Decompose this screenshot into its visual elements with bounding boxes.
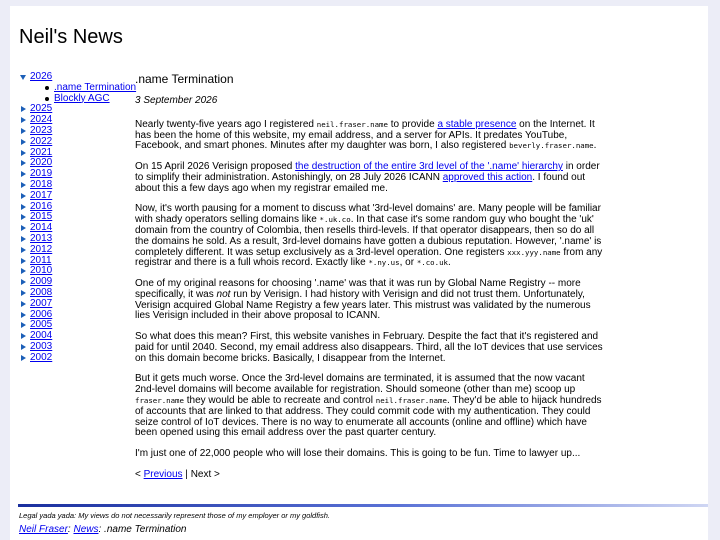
paragraph <box>135 162 605 194</box>
domain-code: *.co.uk <box>416 258 448 268</box>
year-link[interactable]: 2012 <box>30 243 53 255</box>
domain-code: beverly.fraser.name <box>509 141 594 151</box>
year-link[interactable]: 2024 <box>30 114 53 126</box>
collapsed-triangle-icon[interactable] <box>21 160 26 166</box>
year-link[interactable]: 2021 <box>30 146 53 158</box>
domain-code: *.uk.co <box>319 215 351 225</box>
year-link[interactable]: 2013 <box>30 232 53 244</box>
text: run by Verisign. I had history with Verisign and did not trust them. Unfortunately, Verisign acquired Global Name Registry a few years later. This mistrust was validated by the numerous lies Verisign included in their above proposal to ICANN. <box>135 288 591 322</box>
collapsed-triangle-icon[interactable] <box>21 150 26 156</box>
collapsed-triangle-icon[interactable] <box>21 268 26 274</box>
next-label: Next > <box>190 468 220 480</box>
year-link[interactable]: 2008 <box>30 286 53 298</box>
previous-link[interactable]: Previous <box>143 468 183 480</box>
paragraph <box>135 374 605 439</box>
year-link[interactable]: 2002 <box>30 351 53 363</box>
text: on the Internet. It has been the home of this website, my email address, and a server for APIs. It predates YouTube, Facebook, and smart phones. Minutes after my daughter was born, I also registered <box>135 118 595 152</box>
breadcrumb <box>19 524 187 536</box>
collapsed-triangle-icon[interactable] <box>21 344 26 350</box>
bullet-icon <box>45 86 49 90</box>
stable-presence-link[interactable]: a stable presence <box>437 118 517 130</box>
legal-disclaimer: Legal yada yada: My views do not necessarily represent those of my employer or my goldfish. <box>19 511 330 520</box>
nav-open-bracket: < <box>135 468 144 480</box>
collapsed-triangle-icon[interactable] <box>21 236 26 242</box>
year-link[interactable]: 2004 <box>30 330 53 342</box>
collapsed-triangle-icon[interactable] <box>21 258 26 264</box>
paragraph <box>135 279 605 322</box>
archive-post-link[interactable]: Blockly AGC <box>54 92 110 104</box>
text: Now, it's worth pausing for a moment to discuss what '3rd-level domains' are. Many people will be familiar with shady operators selling domains like <box>135 203 601 226</box>
text: to provide <box>387 118 438 130</box>
collapsed-triangle-icon[interactable] <box>21 247 26 253</box>
year-link[interactable]: 2005 <box>30 319 53 331</box>
paragraph <box>135 204 605 269</box>
year-link[interactable]: 2014 <box>30 222 53 234</box>
collapsed-triangle-icon[interactable] <box>21 106 26 112</box>
verisign-proposal-link[interactable]: the destruction of the entire 3rd level of the '.name' hierarchy <box>295 161 563 173</box>
year-link[interactable]: 2018 <box>30 178 53 190</box>
year-link[interactable]: 2019 <box>30 168 53 180</box>
collapsed-triangle-icon[interactable] <box>21 279 26 285</box>
year-link[interactable]: 2007 <box>30 297 53 309</box>
text: One of my original reasons for choosing '.name' was that it was run by Global Name Registry -- more specifically, it was <box>135 278 581 300</box>
text: , or <box>399 257 417 269</box>
archive-year-list <box>21 104 139 363</box>
archive-year-item <box>21 353 139 364</box>
year-link[interactable]: 2009 <box>30 276 53 288</box>
post-date: 3 September 2026 <box>135 95 218 106</box>
text: . They'd be able to hijack hundreds of accounts that are linked to that address. They could commit code with my authentication. They could seize control of IoT devices. There is no way to enumerate all accounts (online and offline) which have been opened using this email address over the past quarter century. <box>135 394 602 439</box>
collapsed-triangle-icon[interactable] <box>21 193 26 199</box>
year-link[interactable]: 2022 <box>30 135 53 147</box>
year-link[interactable]: 2015 <box>30 211 53 223</box>
text: . In that case it's some random guy who bought the 'uk' domain from the country of Colombia, then resells third-levels. If that operator disappears, then so do all the domains he sold. As a result, 3rd-level domains have gotten a dubious reputation. However, '.name' is completely different. It was setup exclusively as a 3rd-level operation. One registers <box>135 214 602 258</box>
paragraph <box>135 120 605 152</box>
year-link[interactable]: 2023 <box>30 124 53 136</box>
page <box>10 6 708 540</box>
year-link[interactable]: 2003 <box>30 340 53 352</box>
year-link[interactable]: 2020 <box>30 157 53 169</box>
text: in order to simplify their administration. Astonishingly, on 28 July 2026 ICANN <box>135 161 600 183</box>
breadcrumb-separator: : <box>98 524 105 535</box>
expanded-triangle-icon[interactable] <box>20 75 26 80</box>
domain-code: neil.fraser.name <box>316 119 388 129</box>
collapsed-triangle-icon[interactable] <box>21 139 26 145</box>
collapsed-triangle-icon[interactable] <box>21 182 26 188</box>
collapsed-triangle-icon[interactable] <box>21 214 26 220</box>
year-link[interactable]: 2006 <box>30 308 53 320</box>
paragraph: I'm just one of 22,000 people who will lose their domains. This is going to be fun. Time to lawyer up... <box>135 448 581 460</box>
post-navigation <box>135 470 605 481</box>
archive-post-list <box>21 83 139 105</box>
domain-code: xxx.yyy.name <box>507 247 561 257</box>
breadcrumb-home-link[interactable]: Neil Fraser <box>19 524 68 535</box>
breadcrumb-news-link[interactable]: News <box>73 524 99 535</box>
text: from any registrar and there is a full whois record. Exactly like <box>135 246 603 269</box>
icann-approval-link[interactable]: approved this action <box>442 171 533 183</box>
year-link[interactable]: 2010 <box>30 265 53 277</box>
text: . <box>447 257 451 269</box>
year-link[interactable]: 2016 <box>30 200 53 212</box>
collapsed-triangle-icon[interactable] <box>21 355 26 361</box>
text: . <box>593 140 597 152</box>
archive-sidebar <box>21 72 139 364</box>
nav-separator: | <box>182 468 191 480</box>
collapsed-triangle-icon[interactable] <box>21 312 26 318</box>
archive-post-link[interactable]: .name Termination <box>54 81 137 93</box>
collapsed-triangle-icon[interactable] <box>21 333 26 339</box>
post-title: .name Termination <box>135 72 234 86</box>
year-link[interactable]: 2026 <box>30 71 53 82</box>
breadcrumb-separator: : <box>67 524 74 535</box>
year-link[interactable]: 2017 <box>30 189 53 201</box>
paragraph: So what does this mean? First, this website vanishes in February. Despite the fact that it's registered and paid for until 2040. Second, my email address also disappears. Third, all the IoT devices that use services on this domain become bricks. Basically, I disappear from the Internet. <box>135 331 603 364</box>
year-link[interactable]: 2011 <box>30 254 52 266</box>
text: But it gets much worse. Once the 3rd-level domains are terminated, it is assumed that the now vacant 2nd-level domains will become available for registration. Should someone (other than me) scoop up <box>135 373 585 396</box>
text: . I found out about this a few days ago when my registrar emailed me. <box>135 171 586 194</box>
collapsed-triangle-icon[interactable] <box>21 225 26 231</box>
collapsed-triangle-icon[interactable] <box>21 322 26 328</box>
bullet-icon <box>45 97 49 101</box>
text: they would be able to recreate and control <box>183 394 376 406</box>
year-link[interactable]: 2025 <box>30 103 53 115</box>
text: On 15 April 2026 Verisign proposed <box>135 161 296 173</box>
emphasis: not <box>216 288 231 300</box>
article <box>135 72 605 490</box>
domain-code: *.ny.us <box>368 258 400 268</box>
collapsed-triangle-icon[interactable] <box>21 204 26 210</box>
collapsed-triangle-icon[interactable] <box>21 171 26 177</box>
site-title: Neil's News <box>19 26 123 48</box>
domain-code: neil.fraser.name <box>375 395 447 405</box>
collapsed-triangle-icon[interactable] <box>21 128 26 134</box>
breadcrumb-current: .name Termination <box>104 524 187 535</box>
text: Nearly twenty-five years ago I registered <box>135 118 317 130</box>
footer-divider <box>18 504 708 507</box>
collapsed-triangle-icon[interactable] <box>21 301 26 307</box>
collapsed-triangle-icon[interactable] <box>21 117 26 123</box>
domain-code: fraser.name <box>135 395 184 405</box>
collapsed-triangle-icon[interactable] <box>21 290 26 296</box>
